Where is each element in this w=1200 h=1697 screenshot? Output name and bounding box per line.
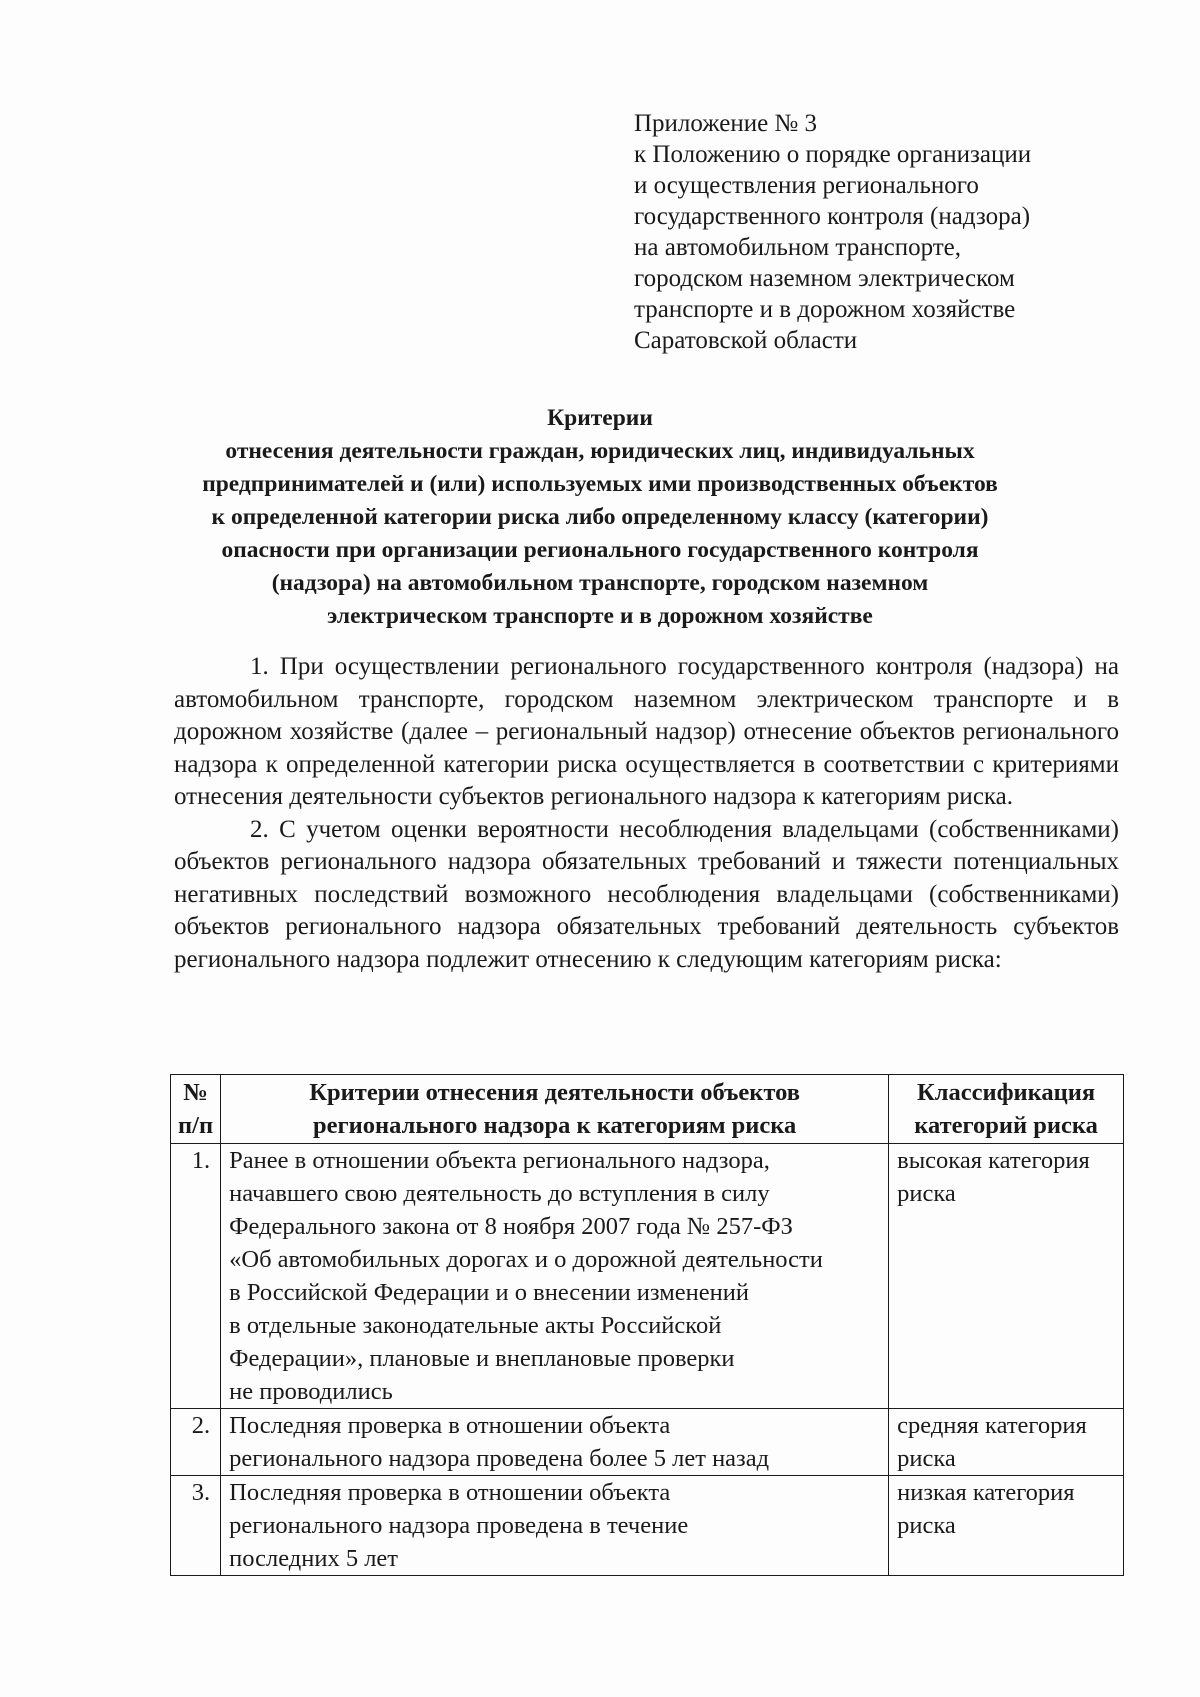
title-line: опасности при организации регионального государственного контроля xyxy=(221,537,979,563)
title-line: к определенной категории риска либо определенному классу (категории) xyxy=(211,504,989,530)
table-header-row xyxy=(171,1075,1124,1144)
criteria-line: регионального надзора проведена в течение xyxy=(229,1512,689,1539)
row-number: 3. xyxy=(171,1476,221,1576)
row-number: 2. xyxy=(171,1409,221,1476)
header-criteria xyxy=(221,1075,889,1144)
criteria-line: Федерации», плановые и внеплановые проверки xyxy=(229,1345,735,1372)
paragraph-2: 2. С учетом оценки вероятности несоблюдения владельцами (собственниками) объектов регионального надзора обязательных требований и тяжести потенциальных негативных последствий возможного несоблюдения владельцами (собственниками) объектов регионального надзора обязательных требований деятельность субъектов регионального надзора подлежит отнесению к следующим категориям риска: xyxy=(174,815,1119,973)
criteria-line: «Об автомобильных дорогах и о дорожной деятельности xyxy=(229,1246,823,1273)
paragraph-1: 1. При осуществлении регионального государственного контроля (надзора) на автомобильном транспорте, городском наземном электрическом транспорте и в дорожном хозяйстве (далее – региональный надзор) отнесение объектов регионального надзора к определенной категории риска осуществляется в соответствии с критериями отнесения деятельности субъектов регионального надзора к категориям риска. xyxy=(174,653,1119,810)
criteria-line: не проводились xyxy=(229,1378,393,1405)
criteria-line: регионального надзора проведена более 5 лет назад xyxy=(229,1445,770,1472)
appendix-line: и осуществления регионального xyxy=(634,172,979,199)
appendix-line: Приложение № 3 xyxy=(634,110,818,137)
header-category xyxy=(889,1075,1124,1144)
criteria-line: Ранее в отношении объекта регионального надзора, xyxy=(229,1147,770,1174)
criteria-line: в Российской Федерации и о внесении изменений xyxy=(229,1279,749,1306)
appendix-line: транспорте и в дорожном хозяйстве xyxy=(634,296,1016,323)
title-line: (надзора) на автомобильном транспорте, городском наземном xyxy=(271,570,929,596)
row-criteria xyxy=(221,1476,889,1576)
criteria-line: Федерального закона от 8 ноября 2007 года № 257-ФЗ xyxy=(229,1213,793,1240)
row-category xyxy=(889,1409,1124,1476)
category-line: низкая категория xyxy=(897,1479,1075,1506)
criteria-line: Последняя проверка в отношении объекта xyxy=(229,1479,671,1506)
criteria-line: в отдельные законодательные акты Российской xyxy=(229,1312,722,1339)
table-row xyxy=(171,1144,1124,1409)
category-line: высокая категория xyxy=(897,1147,1090,1174)
document-title xyxy=(150,402,1050,633)
category-line: средняя категория xyxy=(897,1412,1087,1439)
row-number: 1. xyxy=(171,1144,221,1409)
header-category-line: Классификация xyxy=(916,1079,1096,1106)
appendix-line: городском наземном электрическом xyxy=(634,265,1015,292)
header-criteria-line: Критерии отнесения деятельности объектов xyxy=(309,1079,800,1106)
title-line: электрическом транспорте и в дорожном хозяйстве xyxy=(327,603,873,629)
appendix-line: на автомобильном транспорте, xyxy=(634,234,962,261)
appendix-line: Саратовской области xyxy=(634,327,858,354)
risk-criteria-table xyxy=(170,1074,1124,1576)
table-row xyxy=(171,1476,1124,1576)
body-text xyxy=(174,651,1119,976)
row-criteria xyxy=(221,1144,889,1409)
category-line: риска xyxy=(897,1445,956,1472)
appendix-line: к Положению о порядке организации xyxy=(634,141,1032,168)
appendix-line: государственного контроля (надзора) xyxy=(634,203,1031,230)
criteria-line: Последняя проверка в отношении объекта xyxy=(229,1412,671,1439)
header-category-line: категорий риска xyxy=(914,1112,1098,1139)
category-line: риска xyxy=(897,1512,956,1539)
title-heading: Критерии xyxy=(547,405,653,431)
title-line: отнесения деятельности граждан, юридических лиц, индивидуальных xyxy=(225,438,975,464)
appendix-header xyxy=(634,108,1154,356)
header-number-line: № xyxy=(183,1079,208,1106)
title-line: предпринимателей и (или) используемых ими производственных объектов xyxy=(202,471,998,497)
row-category xyxy=(889,1476,1124,1576)
row-criteria xyxy=(221,1409,889,1476)
header-criteria-line: регионального надзора к категориям риска xyxy=(313,1112,797,1139)
criteria-line: начавшего свою деятельность до вступления в силу xyxy=(229,1180,770,1207)
category-line: риска xyxy=(897,1180,956,1207)
row-category xyxy=(889,1144,1124,1409)
criteria-line: последних 5 лет xyxy=(229,1545,399,1572)
header-number xyxy=(171,1075,221,1144)
table-row xyxy=(171,1409,1124,1476)
header-number-line: п/п xyxy=(178,1112,214,1139)
